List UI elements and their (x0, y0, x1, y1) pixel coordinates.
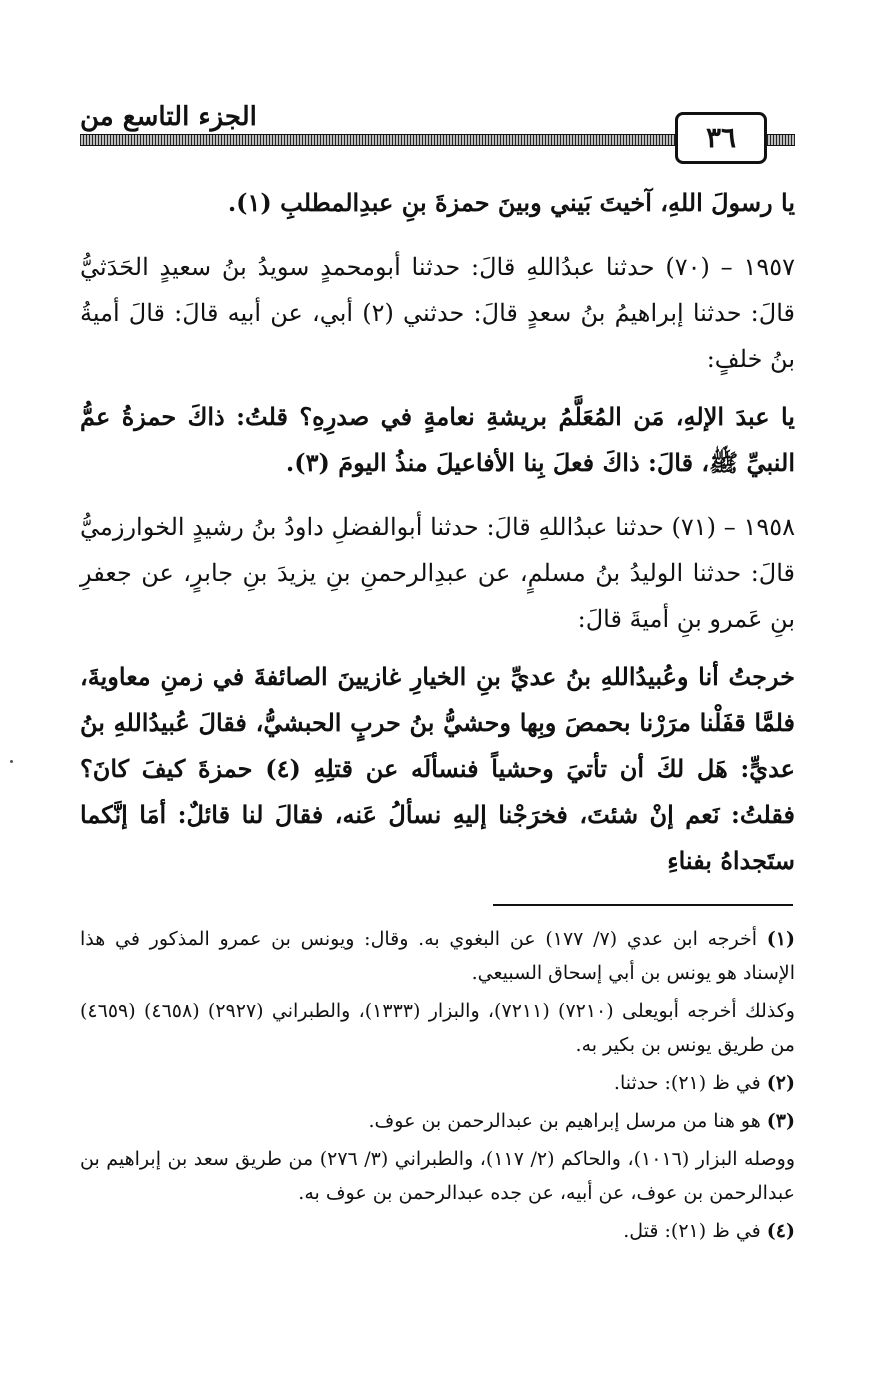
footnote-1 (80, 922, 795, 990)
footnote-text: وكذلك أخرجه أبويعلى (٧٢١٠) (٧٢١١)، والبزار (١٣٣٣)، والطبراني (٢٩٢٧) (٤٦٥٨) (٤٦٥٩) من طريق يونس بن بكير به. (80, 1000, 795, 1056)
paragraph-verse-1: يا رسولَ اللهِ، آخيتَ بَيني وبينَ حمزةَ بنِ عبدِالمطلبِ (١). (227, 188, 795, 217)
footnote-number: (٤) (766, 1220, 795, 1242)
footnote-3 (80, 1104, 795, 1138)
page-header (80, 96, 795, 166)
running-title: الجزء التاسع من (80, 102, 257, 132)
footnote-1-continued (80, 994, 795, 1062)
footnote-4 (80, 1214, 795, 1248)
paragraph-hadith-1958: ١٩٥٨ – (٧١) حدثنا عبدُاللهِ قالَ: حدثنا أبوالفضلِ داودُ بنُ رشيدٍ الخوارزميُّ قالَ: حدثنا الوليدُ بنُ مسلمٍ، عن عبدِالرحمنِ بنِ يزيدَ بنِ جابرٍ، عن جعفرِ بنِ عَمرو بنِ أميةَ قالَ: (80, 513, 795, 633)
footnote-text: في ظ (٢١): حدثنا. (613, 1072, 761, 1094)
paragraph-hadith-1957: ١٩٥٧ – (٧٠) حدثنا عبدُاللهِ قالَ: حدثنا أبومحمدٍ سويدُ بنُ سعيدٍ الحَدَثيُّ قالَ: حدثنا إبراهيمُ بنُ سعدٍ قالَ: حدثني (٢) أبي، عن أبيه قالَ: قالَ أميةُ بنُ خلفٍ: (80, 253, 796, 373)
footnote-number: (٢) (766, 1072, 795, 1094)
footnotes (80, 922, 795, 1252)
footnote-text: هو هنا من مرسل إبراهيم بن عبدالرحمن بن عوف. (368, 1110, 761, 1132)
footnote-text: أخرجه ابن عدي (٧/ ١٧٧) عن البغوي به. وقال: ويونس بن عمرو المذكور في هذا الإسناد هو يونس بن أبي إسحاق السبيعي. (80, 928, 795, 984)
paragraph-verse-2: يا عبدَ الإلهِ، مَن المُعَلَّمُ بريشةِ نعامةٍ في صدرِهِ؟ قلتُ: ذاكَ حمزةُ عمُّ النبيِّ ﷺ، قالَ: ذاكَ فعلَ بِنا الأفاعيلَ منذُ اليومَ (٣). (80, 402, 795, 477)
footnote-text: في ظ (٢١): قتل. (623, 1220, 761, 1242)
footnote-2 (80, 1066, 795, 1100)
footnote-number: (٣) (766, 1110, 795, 1132)
paragraph-narration: خرجتُ أنا وعُبيدُاللهِ بنُ عديِّ بنِ الخيارِ غازيينَ الصائفةَ في زمنِ معاويةَ، فلمَّا قفَلْنا مرَرْنا بحمصَ وبِها وحشيُّ بنُ حربٍ الحبشيُّ، فقالَ عُبيدُاللهِ بنُ عديٍّ: هَل لكَ أن تأتيَ وحشياً فنسألَه عن قتلِهِ (٤) حمزةَ كيفَ كانَ؟ فقلتُ: نَعم إنْ شئتَ، فخرَجْنا إليهِ نسألُ عَنه، فقالَ لنا قائلٌ: أمَا إنَّكما ستَجداهُ بفناءِ (80, 662, 795, 875)
footnote-3-continued (80, 1142, 795, 1210)
page-number: ٣٦ (675, 112, 767, 164)
footnote-text: ووصله البزار (١٠١٦)، والحاكم (٢/ ١١٧)، والطبراني (٣/ ٢٧٦) من طريق سعد بن إبراهيم بن عبدالرحمن بن عوف، عن أبيه، عن جده عبدالرحمن بن عوف به. (80, 1148, 795, 1204)
footnote-number: (١) (766, 928, 795, 950)
main-text (80, 180, 795, 896)
margin-speck (10, 760, 13, 763)
footnote-divider (493, 904, 793, 906)
